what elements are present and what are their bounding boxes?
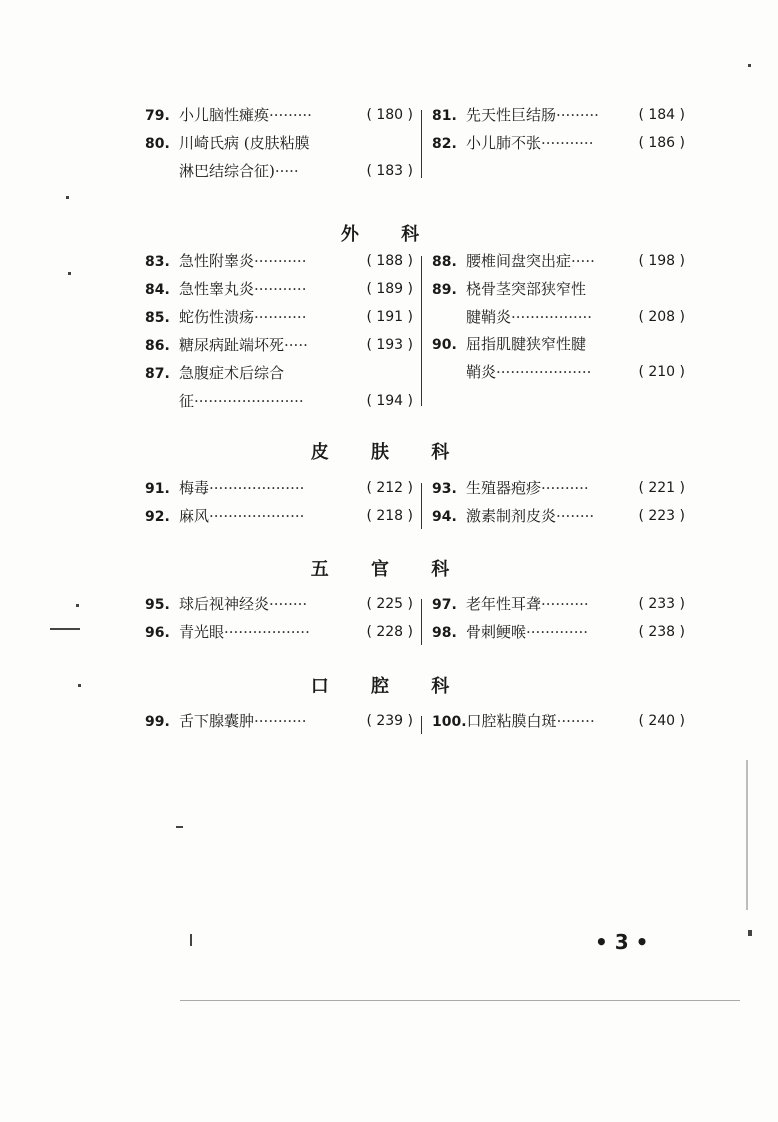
toc-entry[interactable]: 100.口腔粘膜白斑········ ( 240 ) <box>432 712 685 730</box>
toc-entry[interactable]: 80. 川崎氏病 (皮肤粘膜 <box>145 134 310 152</box>
toc-entry-continued[interactable]: 鞘炎···················· ( 210 ) <box>466 363 685 381</box>
toc-entry[interactable]: 84. 急性睾丸炎··········· ( 189 ) <box>145 280 413 298</box>
toc-entry[interactable]: 89. 桡骨茎突部狭窄性 <box>432 280 587 298</box>
toc-entry[interactable]: 81. 先天性巨结肠········· ( 184 ) <box>432 106 685 124</box>
toc-entry[interactable]: 90. 屈指肌腱狭窄性腱 <box>432 335 587 353</box>
toc-entry[interactable]: 79. 小儿脑性瘫痪········· ( 180 ) <box>145 106 413 124</box>
toc-block-pediatrics <box>145 102 685 185</box>
toc-right-column <box>422 708 685 736</box>
section-heading-stomatology: 口 腔 科 <box>310 676 468 697</box>
toc-entry[interactable]: 83. 急性附睾炎··········· ( 188 ) <box>145 252 413 270</box>
toc-entry[interactable]: 85. 蛇伤性溃疡··········· ( 191 ) <box>145 308 413 326</box>
page-number: • 3 • <box>595 930 649 954</box>
toc-entry[interactable]: 93. 生殖器疱疹·········· ( 221 ) <box>432 479 685 497</box>
toc-entry[interactable]: 98. 骨刺鲠喉············· ( 238 ) <box>432 623 685 641</box>
toc-block-ent <box>145 591 685 647</box>
toc-entry-continued[interactable]: 淋巴结综合征)····· ( 183 ) <box>179 162 413 180</box>
toc-entry[interactable]: 97. 老年性耳聋·········· ( 233 ) <box>432 595 685 613</box>
toc-right-column <box>422 591 685 647</box>
scan-speck <box>748 64 751 67</box>
toc-entry[interactable]: 82. 小儿肺不张··········· ( 186 ) <box>432 134 685 152</box>
toc-right-column <box>422 102 685 185</box>
toc-right-column <box>422 475 685 531</box>
toc-entry[interactable]: 96. 青光眼·················· ( 228 ) <box>145 623 413 641</box>
toc-block-stomatology <box>145 708 685 736</box>
toc-entry[interactable]: 88. 腰椎间盘突出症····· ( 198 ) <box>432 252 685 270</box>
toc-entry[interactable]: 92. 麻风···················· ( 218 ) <box>145 507 413 525</box>
scan-speck <box>78 684 81 687</box>
toc-entry[interactable]: 94. 激素制剂皮炎········ ( 223 ) <box>432 507 685 525</box>
toc-entry[interactable]: 95. 球后视神经炎········ ( 225 ) <box>145 595 413 613</box>
toc-left-column <box>145 102 421 185</box>
scan-speck <box>76 604 79 607</box>
scan-speck <box>66 196 69 199</box>
scan-speck <box>68 272 71 275</box>
toc-left-column <box>145 248 421 415</box>
scan-speck <box>748 930 752 936</box>
scan-speck <box>176 826 183 828</box>
toc-entry[interactable]: 87. 急腹症术后综合 <box>145 364 285 382</box>
scan-speck <box>746 760 748 910</box>
toc-entry-continued[interactable]: 征······················· ( 194 ) <box>179 392 413 410</box>
toc-block-dermatology <box>145 475 685 531</box>
scan-speck <box>180 1000 740 1001</box>
section-heading-ent: 五 官 科 <box>310 559 468 580</box>
toc-left-column <box>145 591 421 647</box>
toc-entry[interactable]: 99. 舌下腺囊肿··········· ( 239 ) <box>145 712 413 730</box>
toc-right-column <box>422 248 685 415</box>
toc-entry[interactable]: 91. 梅毒···················· ( 212 ) <box>145 479 413 497</box>
toc-left-column <box>145 475 421 531</box>
toc-entry-continued[interactable]: 腱鞘炎················· ( 208 ) <box>466 308 685 326</box>
toc-entry[interactable]: 86. 糖尿病趾端坏死····· ( 193 ) <box>145 336 413 354</box>
section-heading-dermatology: 皮 肤 科 <box>310 442 468 463</box>
section-heading-surgery: 外 科 <box>340 224 438 245</box>
toc-block-surgery <box>145 248 685 415</box>
scan-speck <box>190 934 192 946</box>
toc-left-column <box>145 708 421 736</box>
scan-speck <box>50 628 80 630</box>
